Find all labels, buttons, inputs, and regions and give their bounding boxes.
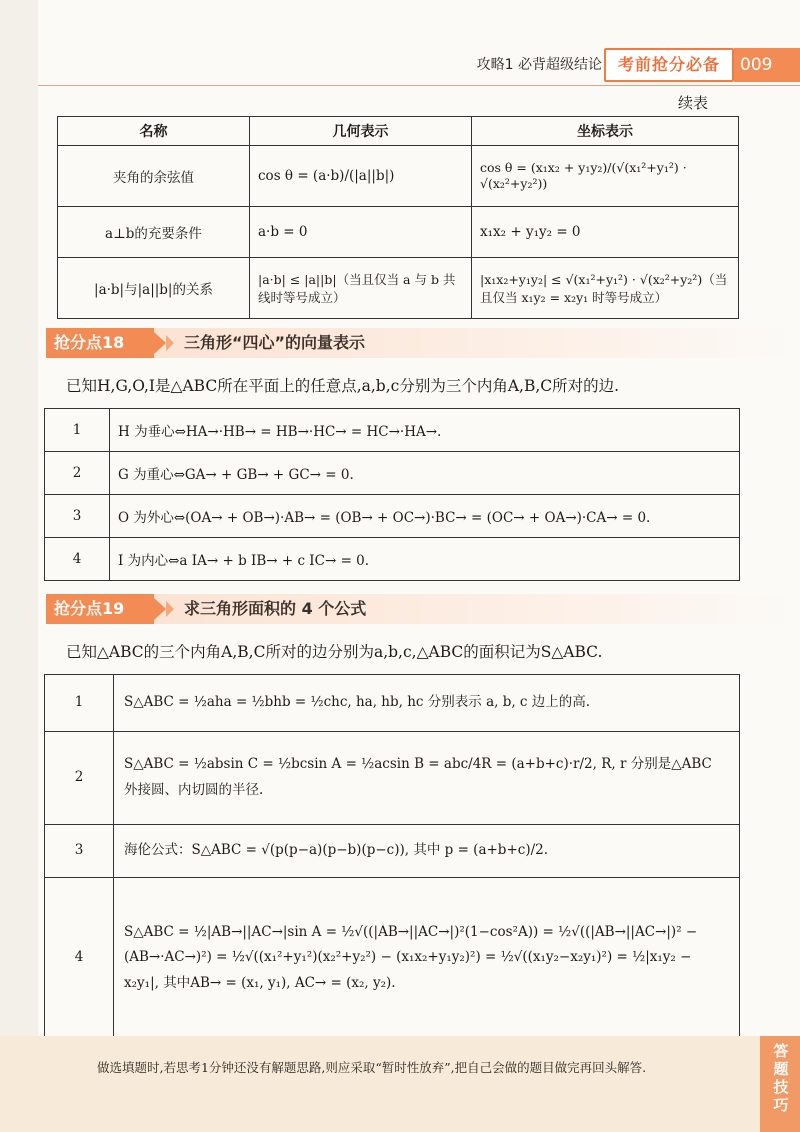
header-badge [604,48,734,82]
tip-side-text: 答题技巧 [773,1042,789,1114]
header-section: 攻略1 必背超级结论 [476,57,602,73]
table-cell: S△ABC = ½|AB→||AC→|sin A = ½√((|AB→||AC→|)²(1−cos²A)) = ½√((|AB→||AC→|)² − (AB→·AC→)²) = ½√((x₁²+y₁²)(x₂²+y₂²) − (x₁x₂+y₁y₂)²) = ½√((x₁y₂−x₂y₁)²) = ½|x₁y₂ − x₂y₁|, 其中AB→ = (x₁, y₁), AC→ = (x₂, y₂). [114,878,740,1039]
table-cell: G 为重心⇔GA→ + GB→ + GC→ = 0. [110,452,740,495]
row-number: 3 [45,495,110,538]
table-cell [472,258,739,319]
tip-box [0,1036,800,1132]
table-cell [472,146,739,207]
chevron-right-icon [154,598,166,620]
table-header: 坐标表示 [472,117,739,146]
table-row [45,495,740,538]
section-banner-18 [38,328,800,358]
table-row [45,675,740,732]
continued-label: 续表 [678,94,709,112]
table-cell: |a·b|与|a||b|的关系 [58,258,250,319]
row-number: 3 [45,825,114,878]
formula-text: cos θ = (x₁x₂ + y₁y₂)/(√(x₁²+y₁²) · √(x₂²+y₂²)) [480,160,687,191]
table-header: 名称 [58,117,250,146]
section-tag: 抢分点19 [46,594,154,624]
row-number: 1 [45,409,110,452]
table-cell: H 为垂心⇔HA→·HB→ = HB→·HC→ = HC→·HA→. [110,409,740,452]
table-row [58,146,739,207]
table-cell: O 为外心⇔(OA→ + OB→)·AB→ = (OB→ + OC→)·BC→ = (OC→ + OA→)·CA→ = 0. [110,495,740,538]
table-row [58,258,739,319]
table-header-row [58,117,739,146]
page-number-label: 009 [740,55,773,75]
table-cell: 海伦公式：S△ABC = √(p(p−a)(p−b)(p−c)), 其中 p = (a+b+c)/2. [114,825,740,878]
table-row [45,878,740,1039]
row-number: 2 [45,452,110,495]
table-cell: x₁x₂ + y₁y₂ = 0 [472,207,739,258]
section-lead: 已知△ABC的三个内角A,B,C所对的边分别为a,b,c,△ABC的面积记为S△ABC. [66,643,603,661]
header-divider [38,85,800,86]
table-cell: cos θ = (a·b)/(|a||b|) [250,146,472,207]
section-banner-19 [38,594,800,624]
row-number: 2 [45,732,114,825]
chevron-right-icon [166,335,174,351]
table-cell: I 为内心⇔a IA→ + b IB→ + c IC→ = 0. [110,538,740,581]
chevron-right-icon [154,332,166,354]
table-row [58,207,739,258]
table-cell: a·b = 0 [250,207,472,258]
table-row [45,538,740,581]
section-tag: 抢分点18 [46,328,154,358]
section-lead: 已知H,G,O,I是△ABC所在平面上的任意点,a,b,c分别为三个内角A,B,C所对的边. [66,377,620,395]
row-number: 4 [45,538,110,581]
formula-text: |x₁x₂+y₁y₂| ≤ √(x₁²+y₁²) · √(x₂²+y₂²)（当且仅当 x₁y₂ = x₂y₁ 时等号成立） [480,272,728,305]
section-title: 求三角形面积的 4 个公式 [184,599,367,618]
area-table [44,674,740,1039]
table-header: 几何表示 [250,117,472,146]
table-row [45,825,740,878]
table-row [45,452,740,495]
table-cell: S△ABC = ½absin C = ½bcsin A = ½acsin B = abc/4R = (a+b+c)·r/2, R, r 分别是△ABC 外接圆、内切圆的半径. [114,732,740,825]
table-cell: 夹角的余弦值 [58,146,250,207]
section-title: 三角形“四心”的向量表示 [184,333,366,352]
row-number: 4 [45,878,114,1039]
tip-side-label [760,1036,800,1132]
table-cell: a⊥b的充要条件 [58,207,250,258]
vector-table [57,116,739,319]
tip-text: 做选填题时,若思考1分钟还没有解题思路,则应采取“暂时性放弃”,把自己会做的题目做完再回头解答. [97,1060,647,1075]
header-badge-label: 考前抢分必备 [617,55,720,74]
page-header [0,40,800,86]
table-row [45,732,740,825]
centers-table [44,408,740,581]
page-margin [0,0,38,1036]
table-row [45,409,740,452]
row-number: 1 [45,675,114,732]
formula-text: |a·b| ≤ |a||b|（当且仅当 a 与 b 共线时等号成立） [258,272,456,305]
chevron-right-icon [166,601,174,617]
table-cell [250,258,472,319]
page-number [734,48,800,82]
table-cell: S△ABC = ½aha = ½bhb = ½chc, ha, hb, hc 分别表示 a, b, c 边上的高. [114,675,740,732]
